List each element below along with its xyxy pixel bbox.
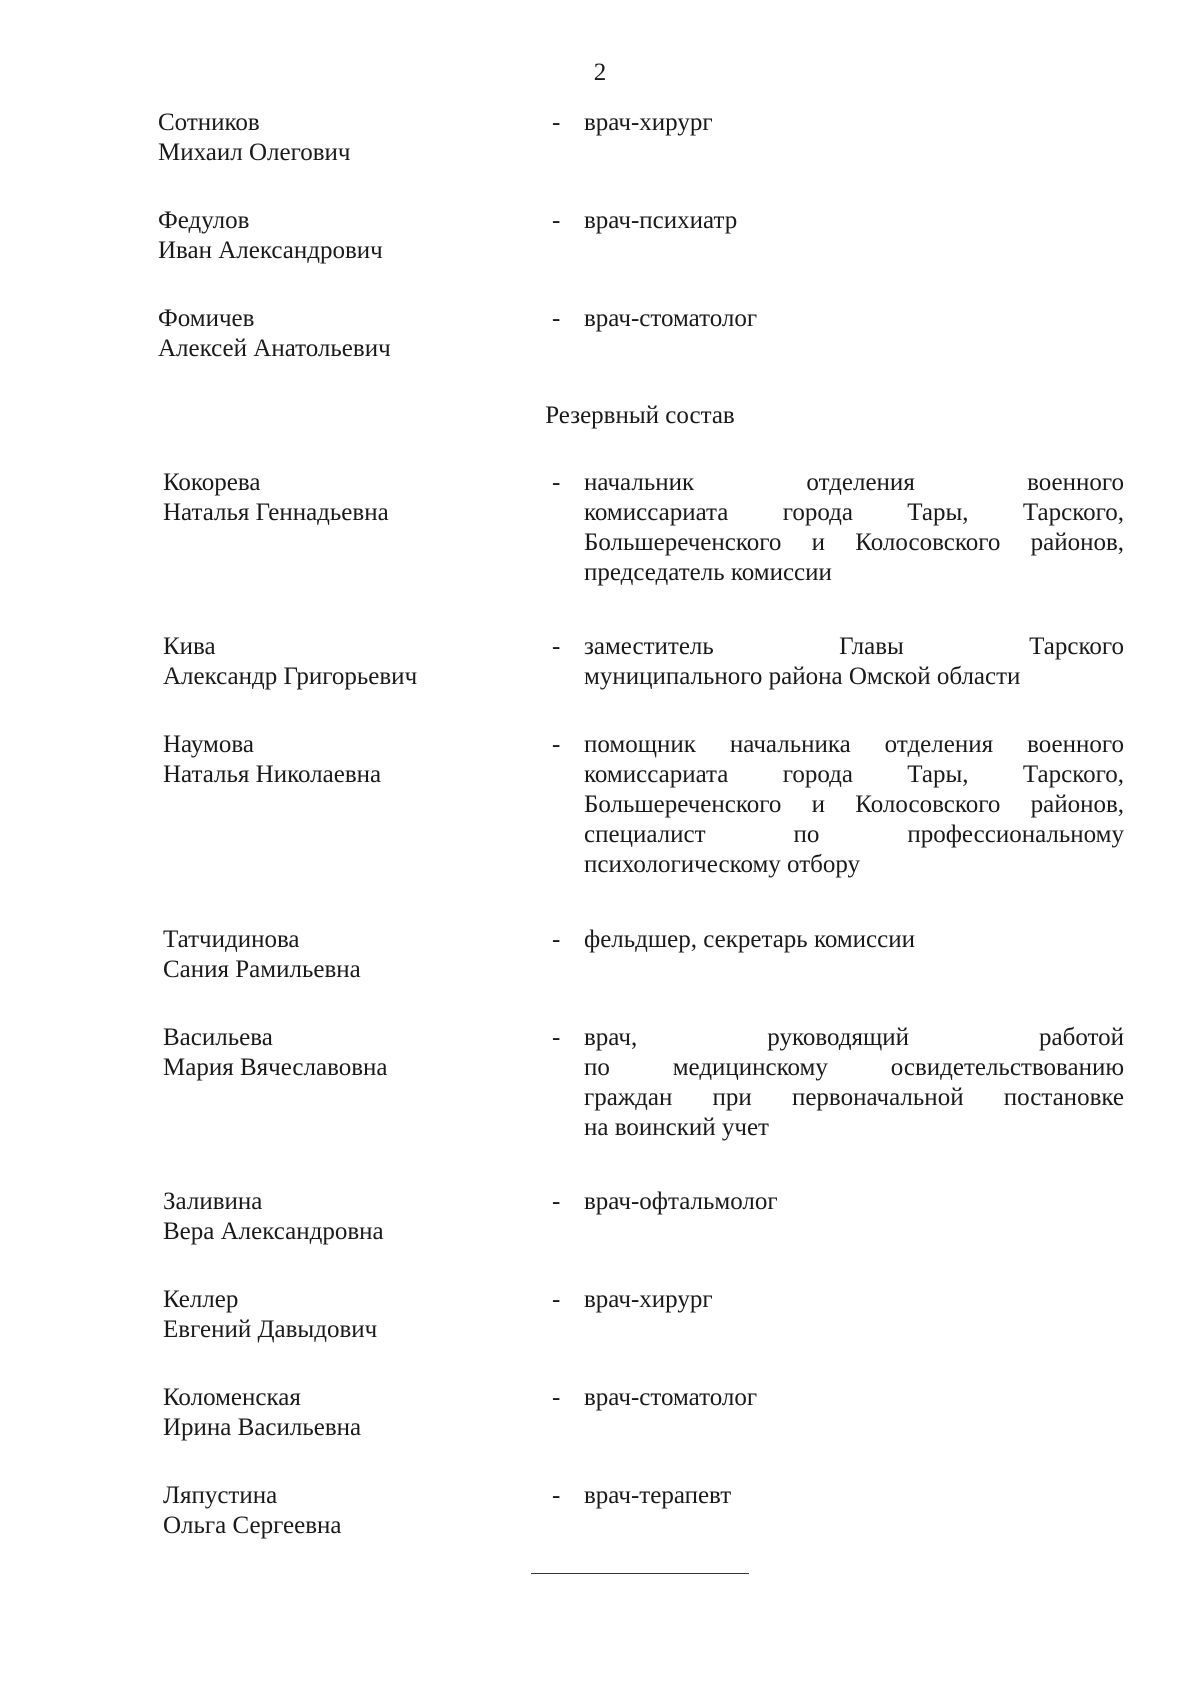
member-name bbox=[163, 1023, 543, 1083]
member-role bbox=[584, 925, 1124, 955]
member-given-names: Сания Рамильевна bbox=[163, 956, 361, 983]
member-surname: Келлер bbox=[163, 1286, 239, 1313]
role-line: Большереченского и Колосовского районов, bbox=[584, 529, 1124, 556]
role-line: граждан при первоначальной постановке bbox=[584, 1084, 1124, 1111]
member-name bbox=[163, 468, 543, 528]
member-surname: Кокорева bbox=[163, 469, 261, 496]
role-dash: - bbox=[552, 305, 561, 332]
member-name bbox=[158, 304, 538, 364]
role-line: врач-психиатр bbox=[584, 207, 738, 234]
role-line: председатель комиссии bbox=[584, 559, 832, 586]
role-line: психологическому отбору bbox=[584, 851, 861, 878]
member-surname: Коломенская bbox=[163, 1384, 301, 1411]
member-given-names: Вера Александровна bbox=[163, 1218, 384, 1245]
role-line: фельдшер, секретарь комиссии bbox=[584, 926, 916, 953]
role-dash: - bbox=[552, 633, 561, 660]
member-given-names: Евгений Давыдович bbox=[163, 1316, 378, 1343]
role-dash: - bbox=[552, 1384, 561, 1411]
member-name bbox=[163, 1285, 543, 1345]
role-line: комиссариата города Тары, Тарского, bbox=[584, 499, 1124, 526]
member-surname: Фомичев bbox=[158, 305, 255, 332]
role-line: специалист по профессиональному bbox=[584, 821, 1124, 848]
member-role bbox=[584, 1023, 1124, 1143]
role-dash: - bbox=[552, 1024, 561, 1051]
member-surname: Кива bbox=[163, 633, 216, 660]
role-line: начальник отделения военного bbox=[584, 469, 1124, 496]
member-name bbox=[163, 730, 543, 790]
role-line: врач-офтальмолог bbox=[584, 1188, 778, 1215]
member-surname: Федулов bbox=[158, 207, 250, 234]
member-surname: Ляпустина bbox=[163, 1482, 278, 1509]
role-line: врач-хирург bbox=[584, 109, 713, 136]
role-line: на воинский учет bbox=[584, 1114, 769, 1141]
member-name bbox=[163, 1383, 543, 1443]
role-dash: - bbox=[552, 207, 561, 234]
member-name bbox=[163, 632, 543, 692]
member-given-names: Наталья Николаевна bbox=[163, 761, 382, 788]
member-role bbox=[584, 206, 1124, 236]
role-line: врач-хирург bbox=[584, 1286, 713, 1313]
role-line: помощник начальника отделения военного bbox=[584, 731, 1124, 758]
role-line: комиссариата города Тары, Тарского, bbox=[584, 761, 1124, 788]
member-surname: Наумова bbox=[163, 731, 254, 758]
role-dash: - bbox=[552, 1188, 561, 1215]
role-dash: - bbox=[552, 469, 561, 496]
member-surname: Васильева bbox=[163, 1024, 273, 1051]
end-of-list-rule bbox=[531, 1573, 749, 1574]
member-role bbox=[584, 1187, 1124, 1217]
member-given-names: Михаил Олегович bbox=[158, 139, 351, 166]
member-given-names: Ольга Сергеевна bbox=[163, 1512, 342, 1539]
member-given-names: Наталья Геннадьевна bbox=[163, 499, 389, 526]
member-name bbox=[163, 1481, 543, 1541]
role-line: врач-стоматолог bbox=[584, 305, 758, 332]
member-given-names: Мария Вячеславовна bbox=[163, 1054, 388, 1081]
member-surname: Сотников bbox=[158, 109, 260, 136]
member-role bbox=[584, 1383, 1124, 1413]
role-line: заместитель Главы Тарского bbox=[584, 633, 1124, 660]
member-role bbox=[584, 730, 1124, 880]
role-line: врач-стоматолог bbox=[584, 1384, 758, 1411]
member-surname: Татчидинова bbox=[163, 926, 300, 953]
role-dash: - bbox=[552, 1482, 561, 1509]
member-name bbox=[163, 1187, 543, 1247]
role-line: врач-терапевт bbox=[584, 1482, 732, 1509]
role-line: Большереченского и Колосовского районов, bbox=[584, 791, 1124, 818]
page-number: 2 bbox=[593, 59, 607, 86]
member-role bbox=[584, 1481, 1124, 1511]
role-dash: - bbox=[552, 1286, 561, 1313]
role-dash: - bbox=[552, 926, 561, 953]
member-given-names: Ирина Васильевна bbox=[163, 1414, 362, 1441]
member-role bbox=[584, 304, 1124, 334]
role-dash: - bbox=[552, 109, 561, 136]
member-role bbox=[584, 468, 1124, 588]
role-dash: - bbox=[552, 731, 561, 758]
section-title-reserve: Резервный состав bbox=[545, 402, 735, 429]
member-name bbox=[158, 206, 538, 266]
role-line: муниципального района Омской области bbox=[584, 663, 1021, 690]
member-role bbox=[584, 108, 1124, 138]
member-given-names: Алексей Анатольевич bbox=[158, 335, 391, 362]
member-role bbox=[584, 632, 1124, 692]
member-role bbox=[584, 1285, 1124, 1315]
member-given-names: Александр Григорьевич bbox=[163, 663, 418, 690]
member-given-names: Иван Александрович bbox=[158, 237, 383, 264]
role-line: по медицинскому освидетельствованию bbox=[584, 1054, 1124, 1081]
member-name bbox=[163, 925, 543, 985]
member-surname: Заливина bbox=[163, 1188, 263, 1215]
role-line: врач, руководящий работой bbox=[584, 1024, 1124, 1051]
member-name bbox=[158, 108, 538, 168]
